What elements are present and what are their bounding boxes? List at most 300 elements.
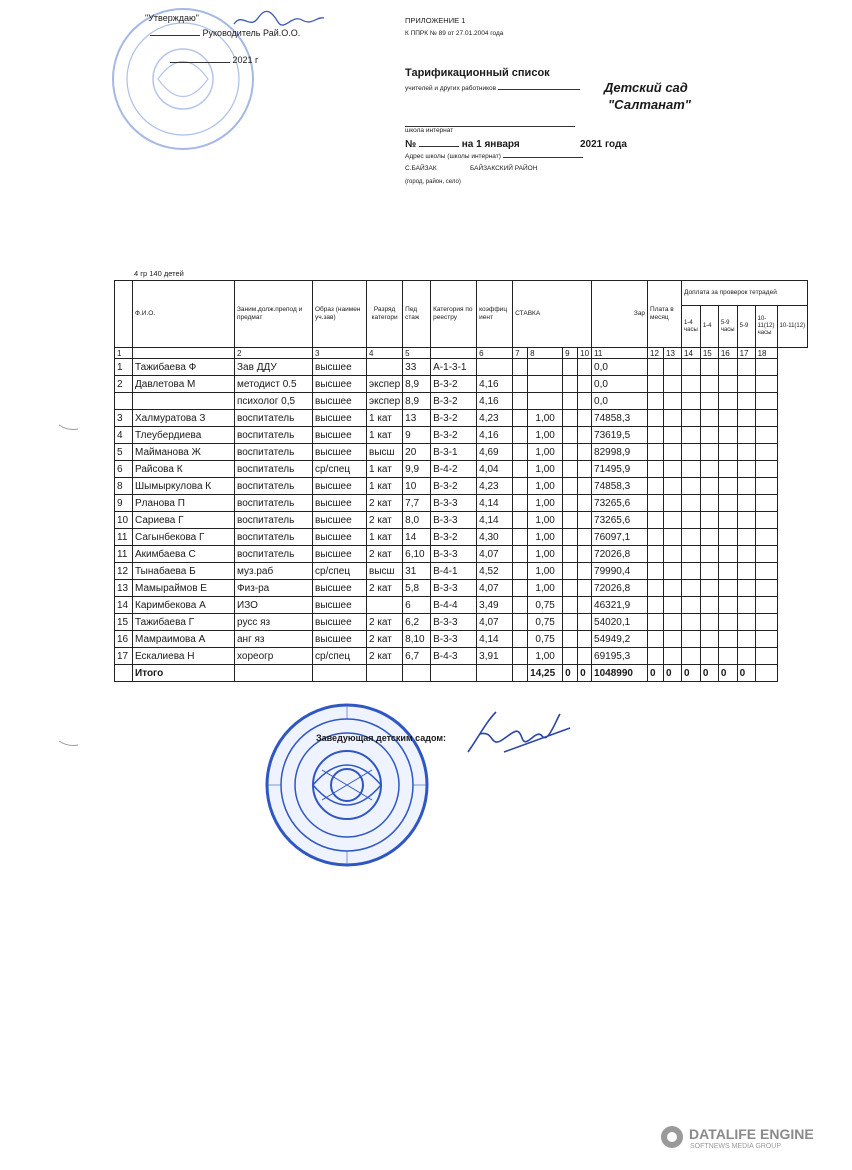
coef: 3,91 [477,648,513,665]
category [367,597,403,614]
registry: В-4-2 [431,461,477,478]
empty-cell [682,529,701,546]
empty-cell [682,359,701,376]
education: высшее [313,614,367,631]
header-salary: Зар [592,281,648,348]
empty-cell [513,495,528,512]
education: высшее [313,529,367,546]
rate: 1,00 [528,648,563,665]
head-name: Руководитель Рай.О.О. [202,28,301,38]
empty-cell [682,512,701,529]
empty-cell [718,597,737,614]
empty-cell [563,529,578,546]
table-row [115,614,808,631]
education: высшее [313,512,367,529]
empty-cell [682,495,701,512]
empty-cell [755,631,777,648]
rate [528,393,563,410]
empty-cell [737,427,755,444]
header-registry: Категория по реестру [431,281,477,348]
position: русс яз [235,614,313,631]
category: 1 кат [367,427,403,444]
employee-name: Рланова П [133,495,235,512]
group-note: 4 гр 140 детей [134,269,184,278]
experience: 9,9 [403,461,431,478]
empty-cell [563,444,578,461]
row-number: 2 [115,376,133,393]
empty-cell [648,563,664,580]
appendix-line2: К ППРК № 89 от 27.01.2004 года [405,30,504,37]
org-name-line1: Детский сад [604,80,688,95]
total-cell [313,665,367,682]
empty-cell [664,648,682,665]
empty-cell [718,427,737,444]
school-note: школа интернат [405,127,454,134]
category [367,359,403,376]
empty-cell [700,597,718,614]
empty-cell [700,410,718,427]
empty-cell [513,512,528,529]
header-position: Заним.долж.препод и предмат [235,281,313,348]
rate [528,359,563,376]
employee-name: Тажибаева Ф [133,359,235,376]
approval-signature [232,8,327,37]
empty-cell [755,563,777,580]
empty-cell [700,444,718,461]
empty-cell [700,529,718,546]
empty-cell [563,580,578,597]
empty-cell [513,393,528,410]
empty-cell [513,614,528,631]
empty-cell [664,359,682,376]
rate: 1,00 [528,444,563,461]
empty-cell [563,359,578,376]
empty-cell [648,444,664,461]
empty-cell [513,529,528,546]
empty-cell [648,597,664,614]
employee-name: Мамыраймов Е [133,580,235,597]
empty-cell [664,512,682,529]
category: 1 кат [367,478,403,495]
header-sub-1: 1-4 часы [682,306,701,348]
employee-name: Тынабаева Б [133,563,235,580]
education: высшее [313,376,367,393]
experience: 7,7 [403,495,431,512]
empty-cell [755,529,777,546]
empty-cell [682,563,701,580]
empty-cell [563,631,578,648]
monthly-pay: 74858,3 [592,410,648,427]
empty-cell [578,597,592,614]
empty-cell [664,461,682,478]
empty-cell [737,478,755,495]
empty-cell [578,580,592,597]
empty-cell [563,427,578,444]
empty-cell [718,529,737,546]
experience: 31 [403,563,431,580]
col-num: 11 [592,348,648,359]
position: воспитатель [235,427,313,444]
table-row [115,478,808,495]
monthly-pay: 0,0 [592,376,648,393]
coef: 4,14 [477,631,513,648]
empty-cell [700,427,718,444]
empty-cell [648,614,664,631]
empty-cell [513,631,528,648]
education: высшее [313,597,367,614]
approve-label: "Утверждаю" [145,13,199,23]
empty-cell [737,495,755,512]
col-num: 5 [403,348,431,359]
col-num: 7 [513,348,528,359]
monthly-pay: 71495,9 [592,461,648,478]
empty-cell [755,461,777,478]
col-num [133,348,235,359]
row-number: 15 [115,614,133,631]
empty-cell [664,529,682,546]
empty-cell [664,478,682,495]
monthly-pay: 73619,5 [592,427,648,444]
position: воспитатель [235,444,313,461]
empty-cell [718,546,737,563]
empty-cell [563,546,578,563]
empty-cell [513,376,528,393]
empty-cell [718,359,737,376]
empty-cell [664,563,682,580]
position: воспитатель [235,512,313,529]
coef: 4,14 [477,495,513,512]
empty-cell [648,546,664,563]
employee-name: Райсова К [133,461,235,478]
rate: 1,00 [528,546,563,563]
empty-cell [718,461,737,478]
empty-cell [718,512,737,529]
total-cell [115,665,133,682]
education: высшее [313,580,367,597]
category: 2 кат [367,512,403,529]
registry: В-3-3 [431,614,477,631]
empty-cell [664,580,682,597]
rate [528,376,563,393]
empty-cell [513,461,528,478]
rate: 1,00 [528,580,563,597]
row-number: 6 [115,461,133,478]
row-number: 1 [115,359,133,376]
empty-cell [700,478,718,495]
empty-cell [664,427,682,444]
empty-cell [718,563,737,580]
empty-cell [578,461,592,478]
district: БАЙЗАКСКИЙ РАЙОН [470,165,538,172]
header-surcharge: Доплата за проверок тетрадей [682,281,808,306]
date-label: на 1 января [461,139,520,150]
empty-cell [648,359,664,376]
column-number-row [115,348,808,359]
position: воспитатель [235,546,313,563]
empty-cell [648,580,664,597]
education: высшее [313,427,367,444]
employee-name: Тажибаева Г [133,614,235,631]
empty-cell [664,393,682,410]
empty-cell [682,597,701,614]
empty-cell [578,444,592,461]
row-number [115,393,133,410]
rate: 1,00 [528,495,563,512]
rate: 0,75 [528,631,563,648]
col-num [431,348,477,359]
table-row [115,376,808,393]
position: ИЗО [235,597,313,614]
rate: 1,00 [528,563,563,580]
empty-cell [718,478,737,495]
empty-cell [648,427,664,444]
total-rest: 0 [682,665,701,682]
employee-name: Каримбекова А [133,597,235,614]
empty-cell [664,444,682,461]
col-num: 14 [682,348,701,359]
education: высшее [313,478,367,495]
experience: 9 [403,427,431,444]
employee-name: Акимбаева С [133,546,235,563]
total-cell [431,665,477,682]
education: ср/спец [313,563,367,580]
position: Физ-ра [235,580,313,597]
col-num: 10 [578,348,592,359]
col-num: 13 [664,348,682,359]
rate: 0,75 [528,597,563,614]
empty-cell [648,529,664,546]
table-row [115,495,808,512]
table-row [115,512,808,529]
category: высш [367,444,403,461]
empty-cell [648,478,664,495]
total-rest: 0 [664,665,682,682]
empty-cell [648,631,664,648]
empty-cell [513,478,528,495]
empty-cell [578,427,592,444]
row-number: 4 [115,427,133,444]
address-note: (город, район, село) [405,179,461,185]
table-row [115,461,808,478]
empty-cell [737,393,755,410]
subtitle-text: учителей и других работников [405,85,497,92]
table-row [115,427,808,444]
approval-year-text: 2021 г [232,55,259,65]
table-row [115,563,808,580]
experience: 13 [403,410,431,427]
employee-name: Тлеубердиева [133,427,235,444]
header-name: Ф.И.О. [133,281,235,348]
registry: В-3-3 [431,580,477,597]
position: воспитатель [235,529,313,546]
empty-cell [755,393,777,410]
coef [477,359,513,376]
row-number: 12 [115,563,133,580]
empty-cell [737,563,755,580]
category: 2 кат [367,495,403,512]
empty-cell [737,512,755,529]
rate: 1,00 [528,461,563,478]
employee-name: Шымыркулова К [133,478,235,495]
coef: 4,23 [477,410,513,427]
empty-cell [578,614,592,631]
empty-cell [513,546,528,563]
position: хореогр [235,648,313,665]
coef: 4,30 [477,529,513,546]
signature-label: Заведующая детским садом: [316,733,446,743]
total-rest: 0 [718,665,737,682]
empty-cell [513,580,528,597]
empty-cell [755,580,777,597]
coef: 4,07 [477,580,513,597]
empty-cell [755,359,777,376]
empty-cell [664,631,682,648]
header-sub-2: 1-4 [700,306,718,348]
employee-name: Сариева Г [133,512,235,529]
category: 2 кат [367,546,403,563]
empty-cell [664,376,682,393]
empty-cell [700,546,718,563]
experience: 8,9 [403,376,431,393]
row-number: 8 [115,478,133,495]
empty-cell [648,393,664,410]
coef: 4,16 [477,427,513,444]
address-line [405,153,583,160]
header-sub-6: 10-11(12) [777,306,808,348]
col-num: 6 [477,348,513,359]
position: муз.раб [235,563,313,580]
header-experience: Пед стаж [403,281,431,348]
employee-name: Майманова Ж [133,444,235,461]
position: воспитатель [235,461,313,478]
empty-cell [648,376,664,393]
monthly-pay: 0,0 [592,393,648,410]
row-number: 9 [115,495,133,512]
empty-cell [682,631,701,648]
total-row [115,665,808,682]
employee-name: Халмуратова З [133,410,235,427]
empty-cell [682,546,701,563]
empty-cell [737,648,755,665]
empty-cell [578,648,592,665]
empty-cell [718,495,737,512]
total-rest: 0 [700,665,718,682]
empty-cell [737,376,755,393]
col-num: 3 [313,348,367,359]
row-number: 10 [115,512,133,529]
empty-cell [682,478,701,495]
empty-cell [563,648,578,665]
watermark-name: DATALIFE ENGINE [689,1126,814,1142]
empty-cell [718,631,737,648]
coef: 4,14 [477,512,513,529]
empty-cell [563,410,578,427]
education: высшее [313,359,367,376]
education: ср/спец [313,461,367,478]
empty-cell [513,427,528,444]
total-pay: 1048990 [592,665,648,682]
education: ср/спец [313,648,367,665]
position: Зав ДДУ [235,359,313,376]
col-num: 2 [235,348,313,359]
margin-mark [58,736,80,754]
category: экспер [367,393,403,410]
margin-mark [58,420,80,438]
row-number: 3 [115,410,133,427]
org-name-line2: "Салтанат" [608,97,691,112]
position: воспитатель [235,478,313,495]
total-cell [513,665,528,682]
number-line [405,139,520,150]
total-label: Итого [133,665,235,682]
employee-name: Сагынбекова Г [133,529,235,546]
row-number: 16 [115,631,133,648]
experience: 14 [403,529,431,546]
education: высшее [313,546,367,563]
empty-cell [700,495,718,512]
table-row [115,580,808,597]
header-blank [115,281,133,348]
empty-cell [578,410,592,427]
total-c9: 0 [563,665,578,682]
empty-cell [563,478,578,495]
experience: 20 [403,444,431,461]
rate: 1,00 [528,427,563,444]
empty-cell [737,631,755,648]
address-label: Адрес школы (школы интернат) [405,153,501,160]
empty-cell [664,614,682,631]
empty-cell [578,512,592,529]
empty-cell [700,563,718,580]
monthly-pay: 76097,1 [592,529,648,546]
header-education: Образ (наимен уч.зав) [313,281,367,348]
empty-cell [755,546,777,563]
category: 1 кат [367,529,403,546]
empty-cell [718,393,737,410]
experience: 6,2 [403,614,431,631]
experience: 6,7 [403,648,431,665]
empty-cell [755,648,777,665]
monthly-pay: 73265,6 [592,512,648,529]
position: психолог 0,5 [235,393,313,410]
education: высшее [313,631,367,648]
registry: В-3-2 [431,478,477,495]
monthly-pay: 54949,2 [592,631,648,648]
empty-cell [737,597,755,614]
header-sub-4: 5-9 [737,306,755,348]
employee-name: Ескалиева Н [133,648,235,665]
empty-cell [682,393,701,410]
header-sub-3: 5-9 часы [718,306,737,348]
table-row [115,648,808,665]
monthly-pay: 82998,9 [592,444,648,461]
row-number: 13 [115,580,133,597]
experience: 6,10 [403,546,431,563]
empty-cell [664,597,682,614]
employee-name: Мамраимова А [133,631,235,648]
position: воспитатель [235,410,313,427]
empty-cell [513,444,528,461]
monthly-pay: 46321,9 [592,597,648,614]
col-num: 9 [563,348,578,359]
registry: А-1-3-1 [431,359,477,376]
empty-cell [578,359,592,376]
header-sub-5: 10-11(12) часы [755,306,777,348]
employee-name [133,393,235,410]
registry: В-3-2 [431,410,477,427]
empty-cell [682,461,701,478]
empty-cell [737,614,755,631]
